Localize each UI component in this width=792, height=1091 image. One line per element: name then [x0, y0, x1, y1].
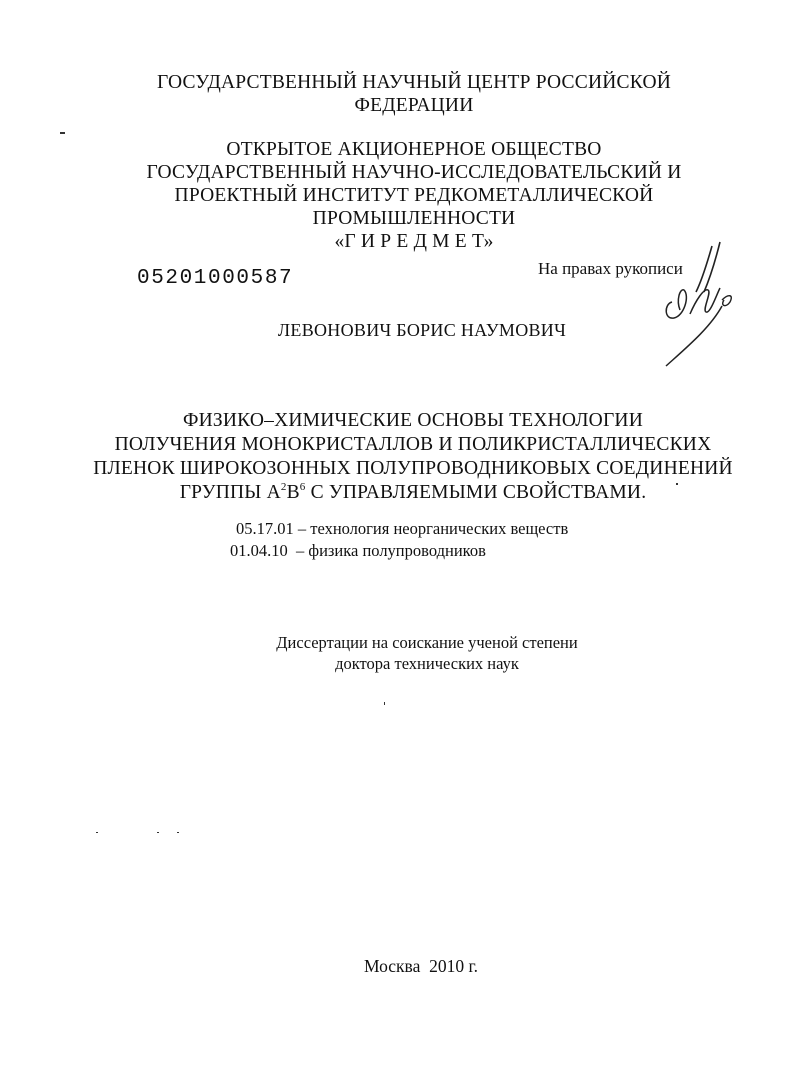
scan-speck	[676, 483, 678, 485]
title-line-4-mid: В	[286, 482, 300, 503]
dissertation-title	[17, 409, 792, 507]
specialty-name: – физика полупроводников	[287, 541, 486, 560]
institute-heading	[18, 138, 792, 253]
state-center-heading	[18, 71, 792, 117]
institute-line-4: ПРОМЫШЛЕННОСТИ	[312, 208, 516, 229]
title-line-1: ФИЗИКО–ХИМИЧЕСКИЕ ОСНОВЫ ТЕХНОЛОГИИ	[183, 410, 643, 431]
degree-line-1: Диссертации на соискание ученой степени	[276, 633, 578, 652]
title-line-2: ПОЛУЧЕНИЯ МОНОКРИСТАЛЛОВ И ПОЛИКРИСТАЛЛИЧЕСКИХ	[114, 434, 712, 455]
specialty-code: 01.04.10	[230, 541, 288, 560]
degree-line-2: доктора технических наук	[335, 654, 519, 673]
institute-line-1: ОТКРЫТОЕ АКЦИОНЕРНОЕ ОБЩЕСТВО	[226, 139, 602, 160]
state-center-line-1: ГОСУДАРСТВЕННЫЙ НАУЧНЫЙ ЦЕНТР РОССИЙСКОЙ	[156, 72, 672, 93]
author-name: ЛЕВОНОВИЧ БОРИС НАУМОВИЧ	[277, 320, 567, 340]
specialty-item	[230, 518, 568, 540]
specialty-name: – технология неорганических веществ	[293, 519, 569, 538]
manuscript-rights-label: На правах рукописи	[538, 259, 683, 278]
title-line-4-suffix: С УПРАВЛЯЕМЫМИ СВОЙСТВАМИ.	[305, 482, 647, 503]
title-superscript-6: 6	[299, 481, 306, 493]
specialty-list	[230, 518, 568, 562]
institute-line-5: «Г И Р Е Д М Е Т»	[334, 231, 494, 252]
scan-speck	[60, 132, 65, 134]
institute-line-2: ГОСУДАРСТВЕННЫЙ НАУЧНО-ИССЛЕДОВАТЕЛЬСКИЙ И	[146, 162, 682, 183]
state-center-line-2: ФЕДЕРАЦИИ	[354, 95, 474, 116]
signature-icon	[650, 240, 750, 370]
scan-speck	[96, 832, 98, 833]
document-code: 05201000587	[137, 267, 294, 290]
title-line-3: ПЛЕНОК ШИРОКОЗОННЫХ ПОЛУПРОВОДНИКОВЫХ СОЕДИНЕНИЙ	[93, 458, 733, 479]
scan-speck	[384, 702, 385, 705]
scan-speck	[177, 832, 179, 833]
scan-speck	[157, 832, 159, 833]
title-line-4-prefix: ГРУППЫ А	[179, 482, 281, 503]
city-and-year: Москва 2010 г.	[363, 956, 479, 976]
specialty-item	[230, 540, 568, 562]
degree-statement	[0, 632, 792, 674]
institute-line-3: ПРОЕКТНЫЙ ИНСТИТУТ РЕДКОМЕТАЛЛИЧЕСКОЙ	[174, 185, 654, 206]
title-superscript-2: 2	[280, 481, 287, 493]
specialty-code: 05.17.01	[236, 519, 294, 538]
